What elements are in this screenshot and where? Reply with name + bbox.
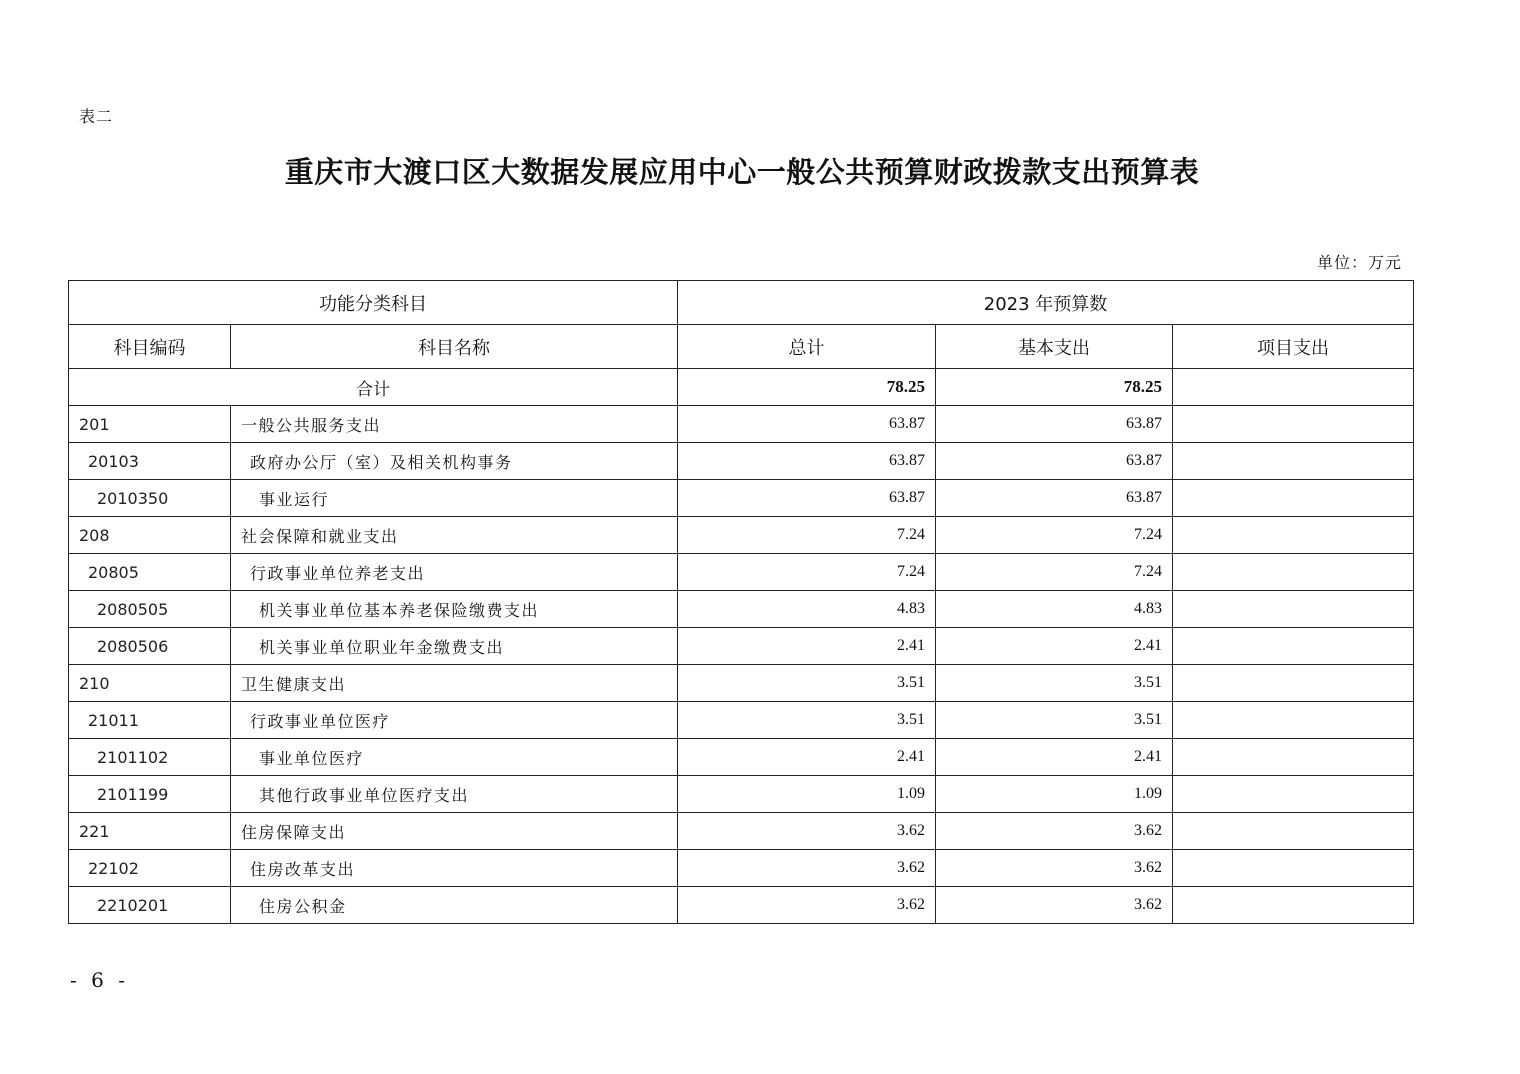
header-total: 总计 (678, 325, 936, 369)
subject-code-cell: 20805 (69, 554, 231, 591)
table-row (69, 776, 1414, 813)
table-row (69, 887, 1414, 924)
table-row (69, 850, 1414, 887)
basic-expenditure-cell: 63.87 (936, 443, 1173, 480)
project-expenditure-cell (1173, 887, 1414, 924)
basic-expenditure-cell: 2.41 (936, 628, 1173, 665)
project-expenditure-cell (1173, 554, 1414, 591)
table-row (69, 665, 1414, 702)
subject-code-cell: 2101199 (69, 776, 231, 813)
project-expenditure-cell (1173, 850, 1414, 887)
table-row (69, 554, 1414, 591)
table-row (69, 480, 1414, 517)
subject-code-cell: 22102 (69, 850, 231, 887)
project-expenditure-cell (1173, 517, 1414, 554)
subject-name-cell: 社会保障和就业支出 (231, 517, 678, 554)
header-project-expenditure: 项目支出 (1173, 325, 1414, 369)
subject-code-cell: 210 (69, 665, 231, 702)
table-row (69, 813, 1414, 850)
subject-code-cell: 20103 (69, 443, 231, 480)
project-expenditure-cell (1173, 628, 1414, 665)
total-cell: 3.62 (678, 850, 936, 887)
total-label: 合计 (69, 369, 678, 406)
header-budget-year: 2023 年预算数 (678, 281, 1414, 325)
basic-expenditure-cell: 7.24 (936, 517, 1173, 554)
subject-code-cell: 208 (69, 517, 231, 554)
project-expenditure-cell (1173, 591, 1414, 628)
project-expenditure-cell (1173, 813, 1414, 850)
subject-name-cell: 一般公共服务支出 (231, 406, 678, 443)
basic-expenditure-cell: 7.24 (936, 554, 1173, 591)
total-cell: 63.87 (678, 406, 936, 443)
table-row (69, 739, 1414, 776)
total-cell: 3.62 (678, 887, 936, 924)
total-cell: 63.87 (678, 480, 936, 517)
basic-expenditure-cell: 63.87 (936, 480, 1173, 517)
project-expenditure-cell (1173, 776, 1414, 813)
total-cell: 4.83 (678, 591, 936, 628)
subject-name-cell: 其他行政事业单位医疗支出 (231, 776, 678, 813)
subject-name-cell: 住房保障支出 (231, 813, 678, 850)
subject-code-cell: 2010350 (69, 480, 231, 517)
table-row (69, 702, 1414, 739)
basic-expenditure-cell: 3.62 (936, 813, 1173, 850)
header-subject-code: 科目编码 (69, 325, 231, 369)
basic-expenditure-cell: 3.51 (936, 702, 1173, 739)
subject-name-cell: 机关事业单位基本养老保险缴费支出 (231, 591, 678, 628)
total-cell: 3.62 (678, 813, 936, 850)
subject-code-cell: 201 (69, 406, 231, 443)
table-row (69, 443, 1414, 480)
total-cell: 7.24 (678, 554, 936, 591)
project-expenditure-cell (1173, 480, 1414, 517)
total-cell: 1.09 (678, 776, 936, 813)
budget-table (68, 280, 1414, 924)
table-row (69, 406, 1414, 443)
subject-code-cell: 2080505 (69, 591, 231, 628)
table-row (69, 517, 1414, 554)
subject-name-cell: 卫生健康支出 (231, 665, 678, 702)
basic-expenditure-cell: 3.51 (936, 665, 1173, 702)
subject-name-cell: 事业单位医疗 (231, 739, 678, 776)
subject-code-cell: 221 (69, 813, 231, 850)
total-cell: 2.41 (678, 739, 936, 776)
header-functional-category: 功能分类科目 (69, 281, 678, 325)
unit-label: 单位：万元 (1316, 253, 1402, 272)
total-cell: 2.41 (678, 628, 936, 665)
project-expenditure-cell (1173, 702, 1414, 739)
subject-name-cell: 政府办公厅（室）及相关机构事务 (231, 443, 678, 480)
page-number: - 6 - (70, 968, 129, 992)
subject-code-cell: 2101102 (69, 739, 231, 776)
total-cell: 63.87 (678, 443, 936, 480)
basic-expenditure-cell: 3.62 (936, 850, 1173, 887)
basic-expenditure-cell: 1.09 (936, 776, 1173, 813)
total-cell: 3.51 (678, 665, 936, 702)
subject-name-cell: 行政事业单位医疗 (231, 702, 678, 739)
header-subject-name: 科目名称 (231, 325, 678, 369)
total-cell: 3.51 (678, 702, 936, 739)
header-group-row (69, 281, 1414, 325)
project-expenditure-cell (1173, 739, 1414, 776)
subject-name-cell: 住房改革支出 (231, 850, 678, 887)
subject-name-cell: 住房公积金 (231, 887, 678, 924)
subject-code-cell: 2210201 (69, 887, 231, 924)
basic-expenditure-cell: 63.87 (936, 406, 1173, 443)
table-row (69, 628, 1414, 665)
total-basic-cell: 78.25 (936, 369, 1173, 406)
total-sum-cell: 78.25 (678, 369, 936, 406)
basic-expenditure-cell: 2.41 (936, 739, 1173, 776)
basic-expenditure-cell: 3.62 (936, 887, 1173, 924)
header-basic-expenditure: 基本支出 (936, 325, 1173, 369)
subject-code-cell: 2080506 (69, 628, 231, 665)
project-expenditure-cell (1173, 406, 1414, 443)
total-row (69, 369, 1414, 406)
total-project-cell (1173, 369, 1414, 406)
subject-code-cell: 21011 (69, 702, 231, 739)
table-number-label: 表二 (79, 107, 114, 126)
subject-name-cell: 机关事业单位职业年金缴费支出 (231, 628, 678, 665)
header-column-row (69, 325, 1414, 369)
subject-name-cell: 行政事业单位养老支出 (231, 554, 678, 591)
project-expenditure-cell (1173, 665, 1414, 702)
subject-name-cell: 事业运行 (231, 480, 678, 517)
total-cell: 7.24 (678, 517, 936, 554)
project-expenditure-cell (1173, 443, 1414, 480)
document-title: 重庆市大渡口区大数据发展应用中心一般公共预算财政拨款支出预算表 (284, 155, 1200, 189)
basic-expenditure-cell: 4.83 (936, 591, 1173, 628)
table-row (69, 591, 1414, 628)
